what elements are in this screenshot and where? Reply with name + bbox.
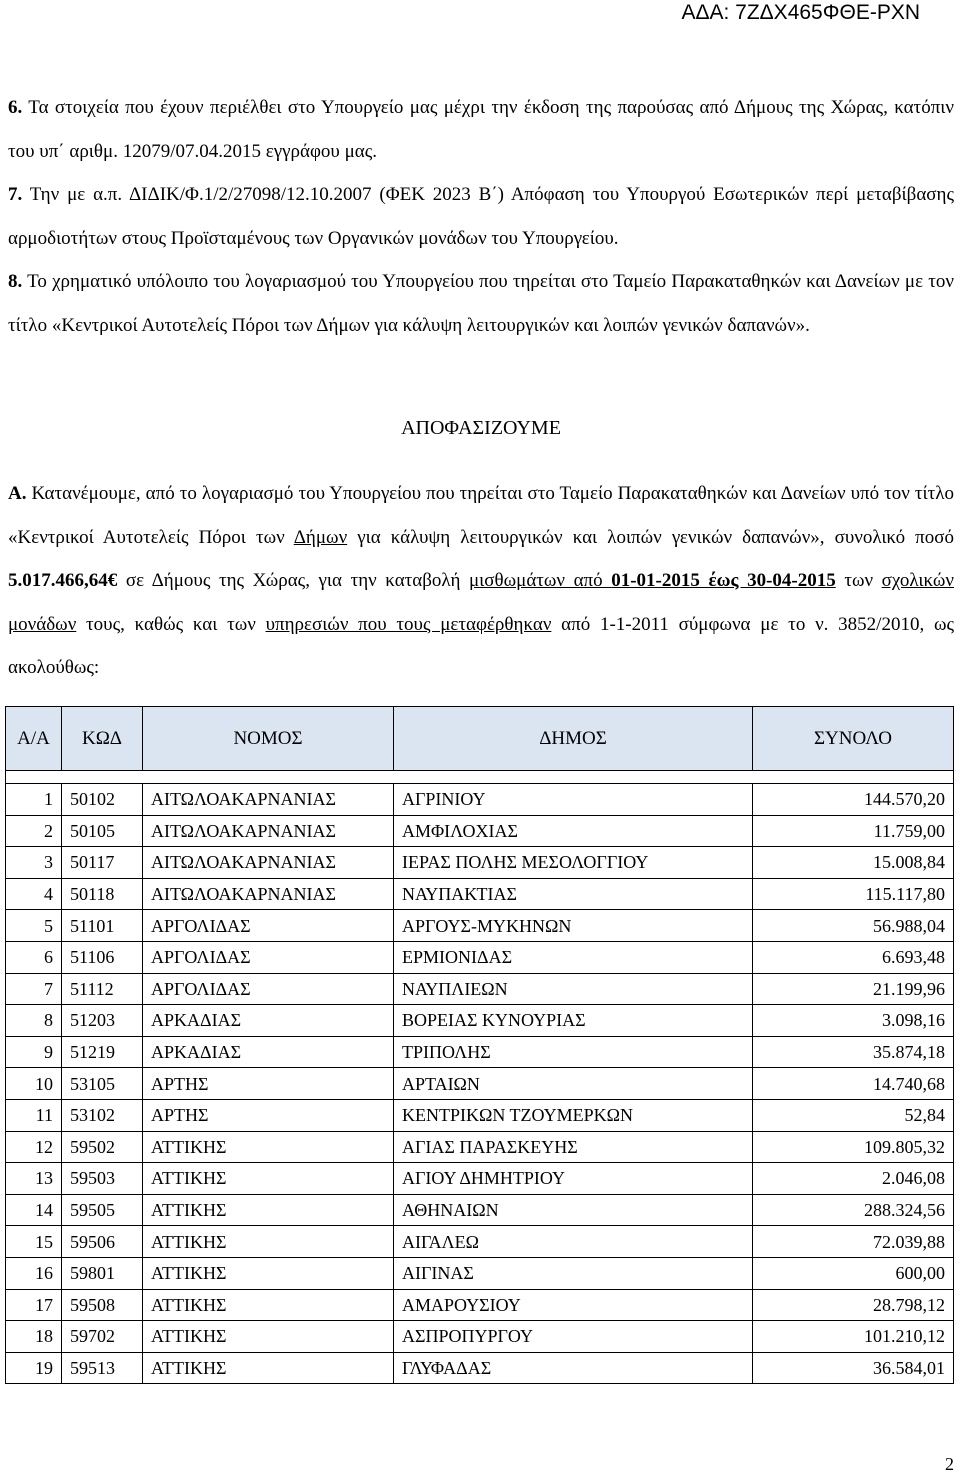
prefecture: ΑΤΤΙΚΗΣ: [143, 1131, 394, 1163]
item-text: Το χρηματικό υπόλοιπο του λογαριασμού του Υπουργείου που τηρείται στο Ταμείο Παρακαταθηκών και Δανείων με τον τίτλο «Κεντρικοί Αυτοτελείς Πόροι των Δήμων για κάλυψη λειτουργικών και λοιπών γενικών δαπανών».: [8, 271, 954, 336]
header-aa: Α/Α: [6, 707, 62, 771]
table-row: [6, 1036, 954, 1068]
municipality: ΑΡΓΟΥΣ-ΜΥΚΗΝΩΝ: [394, 910, 753, 942]
prefecture: ΑΤΤΙΚΗΣ: [143, 1194, 394, 1226]
item-number: 7.: [8, 184, 23, 205]
paragraph-a-text: τους, καθώς και των: [76, 613, 266, 635]
row-number: 12: [6, 1131, 62, 1163]
row-number: 15: [6, 1226, 62, 1258]
row-total: 109.805,32: [753, 1131, 954, 1163]
row-number: 16: [6, 1257, 62, 1289]
municipality: ΑΓΙΑΣ ΠΑΡΑΣΚΕΥΗΣ: [394, 1131, 753, 1163]
table-row: [6, 973, 954, 1005]
table-row: [6, 1131, 954, 1163]
row-total: 144.570,20: [753, 784, 954, 816]
municipality-code: 51203: [62, 1005, 143, 1037]
municipality: ΓΛΥΦΑΔΑΣ: [394, 1352, 753, 1384]
prefecture: ΑΡΓΟΛΙΔΑΣ: [143, 941, 394, 973]
document-body: [8, 86, 954, 678]
prefecture: ΑΡΓΟΛΙΔΑΣ: [143, 973, 394, 1005]
municipality: ΚΕΝΤΡΙΚΩΝ ΤΖΟΥΜΕΡΚΩΝ: [394, 1099, 753, 1131]
row-number: 10: [6, 1068, 62, 1100]
row-total: 28.798,12: [753, 1289, 954, 1321]
prefecture: ΑΙΤΩΛΟΑΚΑΡΝΑΝΙΑΣ: [143, 784, 394, 816]
municipality: ΝΑΥΠΑΚΤΙΑΣ: [394, 878, 753, 910]
row-total: 56.988,04: [753, 910, 954, 942]
table-row: [6, 941, 954, 973]
municipality-code: 50105: [62, 815, 143, 847]
municipality-code: 59506: [62, 1226, 143, 1258]
table-row: [6, 878, 954, 910]
row-number: 8: [6, 1005, 62, 1037]
row-total: 600,00: [753, 1257, 954, 1289]
municipality: ΕΡΜΙΟΝΙΔΑΣ: [394, 941, 753, 973]
table-row: [6, 1289, 954, 1321]
municipality-code: 59505: [62, 1194, 143, 1226]
municipality: ΑΘΗΝΑΙΩΝ: [394, 1194, 753, 1226]
paragraph-a-text: των: [835, 570, 882, 591]
underlined-text: μισθωμάτων από: [469, 570, 612, 591]
municipality-code: 53105: [62, 1068, 143, 1100]
row-total: 14.740,68: [753, 1068, 954, 1100]
item-number: 8.: [8, 271, 23, 292]
row-number: 18: [6, 1321, 62, 1353]
municipality: ΑΜΦΙΛΟΧΙΑΣ: [394, 815, 753, 847]
table-row: [6, 1068, 954, 1100]
row-total: 36.584,01: [753, 1352, 954, 1384]
table-row: [6, 1321, 954, 1353]
municipality: ΒΟΡΕΙΑΣ ΚΥΝΟΥΡΙΑΣ: [394, 1005, 753, 1037]
table-row: [6, 1005, 954, 1037]
row-total: 3.098,16: [753, 1005, 954, 1037]
municipality: ΑΜΑΡΟΥΣΙΟΥ: [394, 1289, 753, 1321]
row-number: 5: [6, 910, 62, 942]
row-number: 9: [6, 1036, 62, 1068]
row-total: 2.046,08: [753, 1163, 954, 1195]
municipality: ΑΓΙΟΥ ΔΗΜΗΤΡΙΟΥ: [394, 1163, 753, 1195]
prefecture: ΑΡΚΑΔΙΑΣ: [143, 1036, 394, 1068]
row-total: 35.874,18: [753, 1036, 954, 1068]
table-row: [6, 1352, 954, 1384]
row-number: 2: [6, 815, 62, 847]
municipality: ΤΡΙΠΟΛΗΣ: [394, 1036, 753, 1068]
item-text: Τα στοιχεία που έχουν περιέλθει στο Υπουργείο μας μέχρι την έκδοση της παρούσας από Δήμους της Χώρας, κατόπιν του υπ΄ αριθμ. 12079/07.04.2015 εγγράφου μας.: [8, 97, 954, 162]
municipality: ΑΓΡΙΝΙΟΥ: [394, 784, 753, 816]
row-total: 52,84: [753, 1099, 954, 1131]
municipality: ΝΑΥΠΛΙΕΩΝ: [394, 973, 753, 1005]
municipality-code: 59502: [62, 1131, 143, 1163]
item-text: Την με α.π. ΔΙΔΙΚ/Φ.1/2/27098/12.10.2007 (ΦΕΚ 2023 Β΄) Απόφαση του Υπουργού Εσωτερικών περί μεταβίβασης αρμοδιοτήτων στους Προϊσταμένους των Οργανικών μονάδων του Υπουργείου.: [8, 184, 954, 249]
header-total: ΣΥΝΟΛΟ: [753, 707, 954, 771]
row-total: 15.008,84: [753, 847, 954, 879]
municipality-code: 59503: [62, 1163, 143, 1195]
prefecture: ΑΙΤΩΛΟΑΚΑΡΝΑΝΙΑΣ: [143, 847, 394, 879]
municipality: ΑΣΠΡΟΠΥΡΓΟΥ: [394, 1321, 753, 1353]
header-prefecture: ΝΟΜΟΣ: [143, 707, 394, 771]
municipality-code: 51219: [62, 1036, 143, 1068]
item-6: [8, 86, 954, 173]
row-total: 72.039,88: [753, 1226, 954, 1258]
municipality-code: 51106: [62, 941, 143, 973]
municipality-code: 59508: [62, 1289, 143, 1321]
row-number: 1: [6, 784, 62, 816]
underlined-text: σχολικών μονάδων: [8, 570, 954, 635]
page-number: 2: [945, 1454, 954, 1474]
municipality-code: 51101: [62, 910, 143, 942]
decision-heading: ΑΠΟΦΑΣΙΖΟΥΜΕ: [401, 417, 561, 439]
table-row: [6, 815, 954, 847]
item-8: [8, 260, 954, 347]
row-total: 101.210,12: [753, 1321, 954, 1353]
row-number: 4: [6, 878, 62, 910]
table-row: [6, 1194, 954, 1226]
municipality-code: 53102: [62, 1099, 143, 1131]
paragraph-a-text: σε Δήμους της Χώρας, για την καταβολή: [117, 570, 469, 591]
header-municipality: ΔΗΜΟΣ: [394, 707, 753, 771]
prefecture: ΑΡΚΑΔΙΑΣ: [143, 1005, 394, 1037]
prefecture: ΑΤΤΙΚΗΣ: [143, 1257, 394, 1289]
table-row: [6, 910, 954, 942]
row-number: 3: [6, 847, 62, 879]
prefecture: ΑΤΤΙΚΗΣ: [143, 1163, 394, 1195]
header-code: ΚΩΔ: [62, 707, 143, 771]
municipality-code: 59801: [62, 1257, 143, 1289]
spacer-row: [6, 771, 954, 784]
paragraph-a-text: Κατανέμουμε, από το λογαριασμό του Υπουργείου που τηρείται στο Ταμείο Παρακαταθηκών και Δανείων υπό τον τίτλο «Κεντρικοί Αυτοτελείς Πόροι των: [8, 483, 954, 548]
prefecture: ΑΤΤΙΚΗΣ: [143, 1226, 394, 1258]
municipality-code: 59513: [62, 1352, 143, 1384]
allocation-table: [5, 706, 954, 1384]
paragraph-a: [8, 472, 954, 690]
row-total: 21.199,96: [753, 973, 954, 1005]
row-total: 11.759,00: [753, 815, 954, 847]
table-row: [6, 847, 954, 879]
row-total: 115.117,80: [753, 878, 954, 910]
prefecture: ΑΡΓΟΛΙΔΑΣ: [143, 910, 394, 942]
row-number: 11: [6, 1099, 62, 1131]
municipality-code: 50117: [62, 847, 143, 879]
municipality: ΙΕΡΑΣ ΠΟΛΗΣ ΜΕΣΟΛΟΓΓΙΟΥ: [394, 847, 753, 879]
municipality-code: 50102: [62, 784, 143, 816]
total-amount: 5.017.466,64€: [8, 570, 118, 591]
table-row: [6, 1163, 954, 1195]
paragraph-a-number: Α.: [8, 483, 27, 504]
row-number: 7: [6, 973, 62, 1005]
ada-code: ΑΔΑ: 7ΖΔΧ465ΦΘΕ-ΡΧΝ: [681, 1, 920, 24]
paragraph-a-text: για κάλυψη λειτουργικών και λοιπών γενικών δαπανών», συνολικό ποσό: [347, 526, 954, 548]
municipality-code: 51112: [62, 973, 143, 1005]
prefecture: ΑΡΤΗΣ: [143, 1068, 394, 1100]
date-range: 01-01-2015 έως 30-04-2015: [611, 570, 836, 591]
table-header-row: [6, 707, 954, 771]
row-number: 19: [6, 1352, 62, 1384]
row-number: 17: [6, 1289, 62, 1321]
table-row: [6, 784, 954, 816]
prefecture: ΑΤΤΙΚΗΣ: [143, 1289, 394, 1321]
row-total: 6.693,48: [753, 941, 954, 973]
table-body: [6, 771, 954, 1384]
prefecture: ΑΡΤΗΣ: [143, 1099, 394, 1131]
table-row: [6, 1257, 954, 1289]
paragraph-a-text: από 1-1-2011 σύμφωνα με το ν. 3852/2010, ως ακολούθως:: [8, 613, 954, 678]
municipality-code: 50118: [62, 878, 143, 910]
underlined-text: Δήμων: [293, 526, 348, 548]
prefecture: ΑΤΤΙΚΗΣ: [143, 1321, 394, 1353]
prefecture: ΑΤΤΙΚΗΣ: [143, 1352, 394, 1384]
prefecture: ΑΙΤΩΛΟΑΚΑΡΝΑΝΙΑΣ: [143, 815, 394, 847]
prefecture: ΑΙΤΩΛΟΑΚΑΡΝΑΝΙΑΣ: [143, 878, 394, 910]
row-number: 13: [6, 1163, 62, 1195]
row-number: 6: [6, 941, 62, 973]
municipality: ΑΙΓΑΛΕΩ: [394, 1226, 753, 1258]
row-number: 14: [6, 1194, 62, 1226]
municipality: ΑΙΓΙΝΑΣ: [394, 1257, 753, 1289]
row-total: 288.324,56: [753, 1194, 954, 1226]
table-row: [6, 1226, 954, 1258]
spacer-cell: [6, 771, 954, 784]
item-number: 6.: [8, 97, 23, 118]
table-row: [6, 1099, 954, 1131]
municipality-code: 59702: [62, 1321, 143, 1353]
underlined-text: υπηρεσιών που τους μεταφέρθηκαν: [265, 613, 552, 635]
item-7: [8, 173, 954, 260]
municipality: ΑΡΤΑΙΩΝ: [394, 1068, 753, 1100]
